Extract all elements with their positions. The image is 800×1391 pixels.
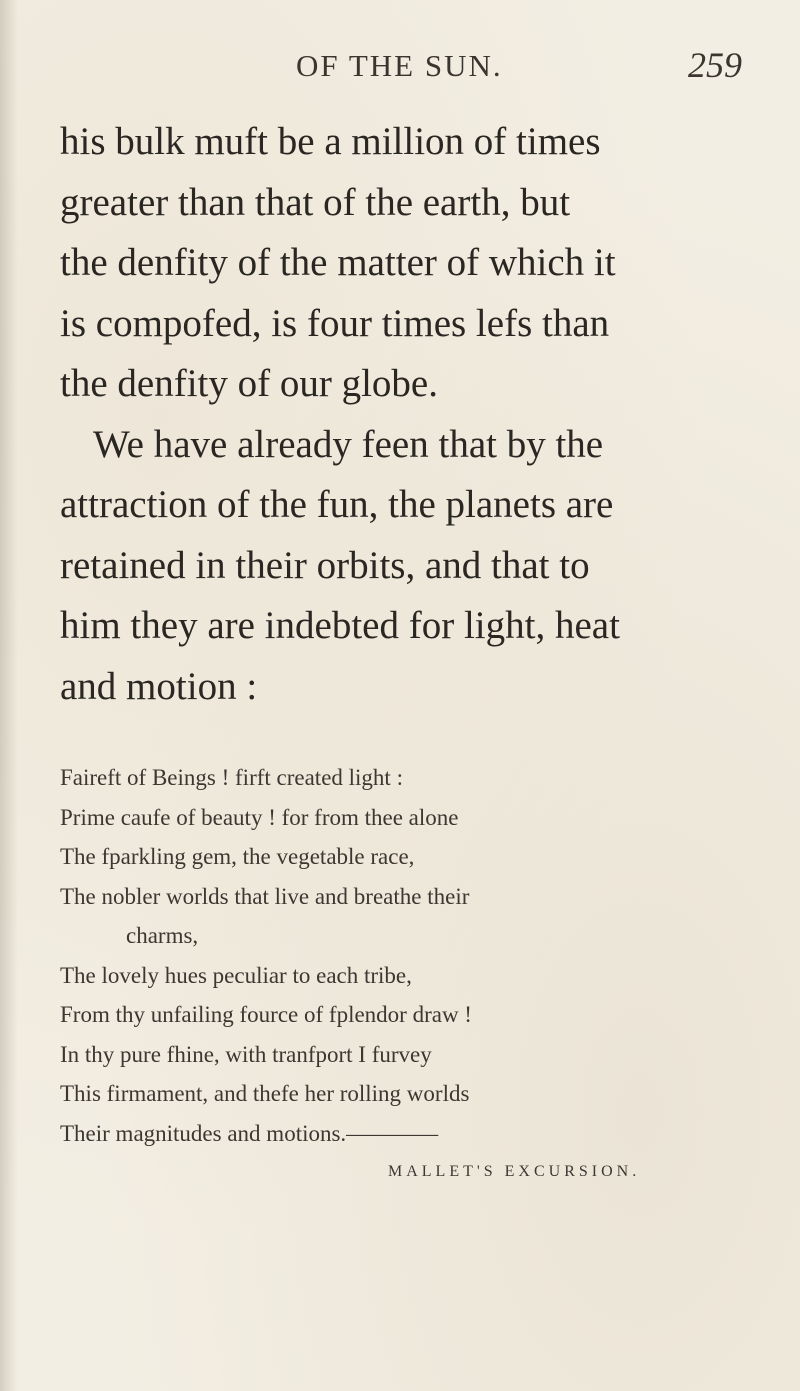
page-number: 259 (688, 45, 742, 85)
verse-line: The fparkling gem, the vegetable race, (60, 844, 415, 869)
verse-attribution: MALLET'S EXCURSION. (388, 1163, 641, 1180)
body-line: greater than that of the earth, but (60, 180, 571, 224)
verse-line: Their magnitudes and motions.———— (60, 1120, 439, 1146)
verse-quotation (60, 758, 760, 1153)
verse-line: This firmament, and thefe her rolling worlds (60, 1081, 470, 1106)
verse-line: The nobler worlds that live and breathe their (60, 883, 470, 909)
verse-line: Prime caufe of beauty ! for from thee alone (60, 804, 459, 830)
verse-line: In thy pure fhine, with tranfport I furvey (60, 1041, 432, 1067)
body-paragraphs (60, 112, 760, 717)
body-line: retained in their orbits, and that to (60, 543, 590, 587)
page-header (0, 44, 800, 94)
body-line: and motion : (60, 664, 258, 708)
verse-line: charms, (126, 923, 199, 948)
body-line: the denfity of the matter of which it (60, 241, 616, 284)
body-line: his bulk muft be a million of times (60, 120, 601, 163)
verse-line: From thy unfailing fource of fplendor draw ! (60, 1002, 472, 1027)
body-line: attraction of the fun, the planets are (60, 483, 614, 526)
verse-line: Faireft of Beings ! firft created light : (60, 765, 403, 790)
body-line: We have already feen that by the (93, 422, 604, 466)
verse-line: The lovely hues peculiar to each tribe, (60, 962, 412, 988)
body-line: is compofed, is four times lefs than (60, 301, 610, 345)
gutter-shadow (0, 0, 18, 1391)
running-head: OF THE SUN. (296, 48, 503, 83)
body-line: the denfity of our globe. (60, 362, 438, 405)
body-line: him they are indebted for light, heat (60, 604, 620, 647)
